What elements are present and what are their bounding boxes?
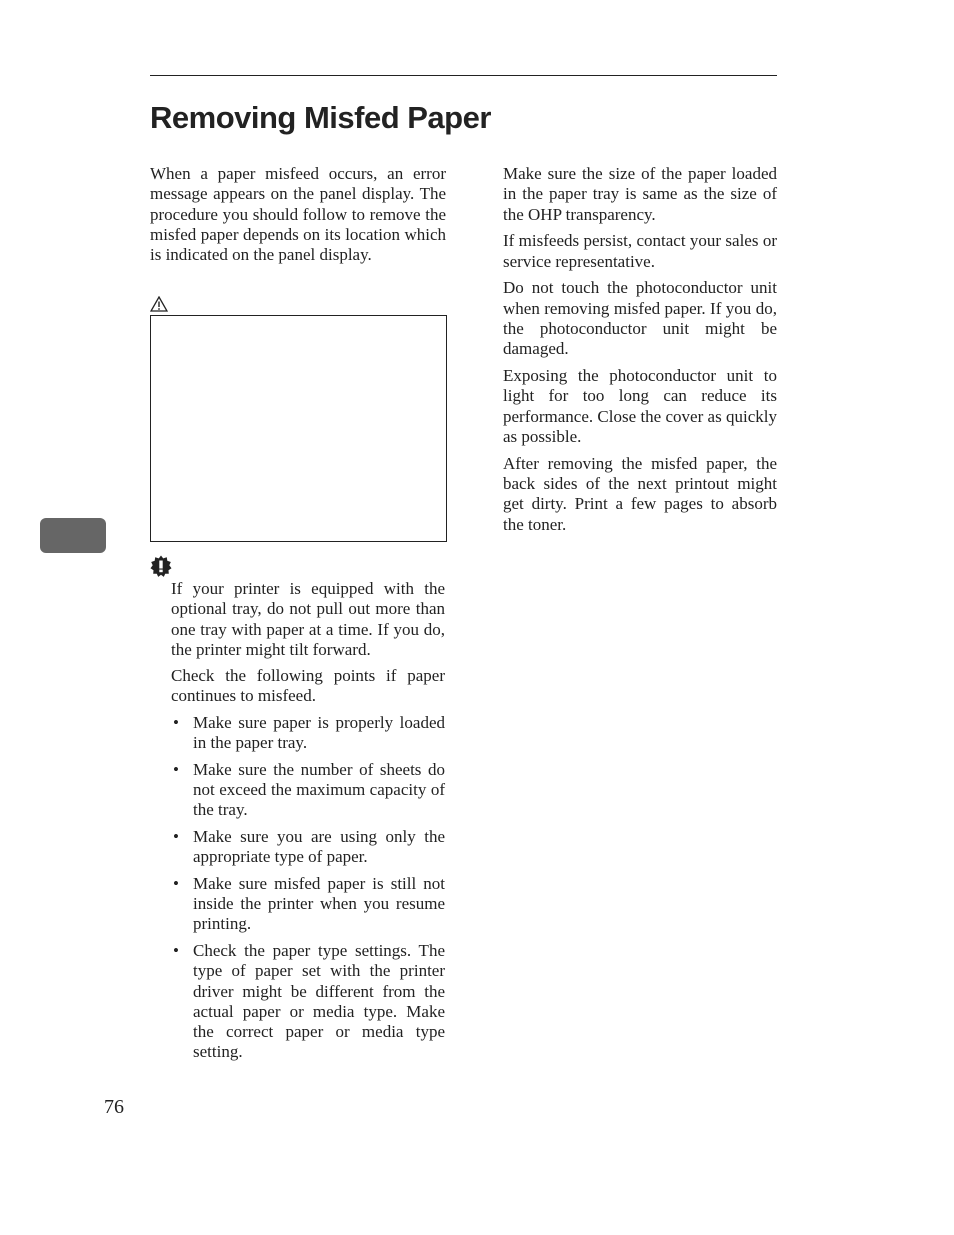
list-item <box>171 827 445 868</box>
important-paragraph: If your printer is equipped with the optional tray, do not pull out more than one tray with paper at a time. If you do, the printer might tilt forward. <box>171 579 445 659</box>
page-number: 76 <box>104 1096 124 1118</box>
left-column <box>150 164 446 265</box>
important-paragraph: Check the following points if paper continues to misfeed. <box>171 666 445 706</box>
list-item <box>171 760 445 821</box>
chapter-tab <box>40 518 106 553</box>
right-column <box>503 164 777 542</box>
caution-box <box>150 315 447 542</box>
bullet-icon: • <box>173 759 179 779</box>
note-paragraph: Do not touch the photoconductor unit when removing misfed paper. If you do, the photoconductor unit might be damaged. <box>503 278 777 359</box>
header-rule <box>150 75 777 76</box>
note-paragraph: Exposing the photoconductor unit to light for too long can reduce its performance. Close the cover as quickly as possible. <box>503 366 777 447</box>
list-item-text: Make sure misfed paper is still not inside the printer when you resume printing. <box>193 873 445 934</box>
note-paragraph: After removing the misfed paper, the back sides of the next printout might get dirty. Print a few pages to absorb the toner. <box>503 453 777 534</box>
warning-triangle-icon <box>150 296 168 312</box>
intro-paragraph: When a paper misfeed occurs, an error message appears on the panel display. The procedure you should follow to remove the misfed paper depends on its location which is indicated on the panel display. <box>150 164 446 265</box>
bullet-icon: • <box>173 712 179 732</box>
list-item-text: Check the paper type settings. The type of paper set with the printer driver might be different from the actual paper or media type. Make the correct paper or media type setting. <box>193 940 445 1062</box>
note-paragraph: If misfeeds persist, contact your sales or service representative. <box>503 231 777 271</box>
list-item-text: Make sure the number of sheets do not exceed the maximum capacity of the tray. <box>193 759 445 820</box>
page-title: Removing Misfed Paper <box>150 100 491 135</box>
misfeed-checklist <box>171 713 445 1063</box>
note-paragraph: Make sure the size of the paper loaded in the paper tray is same as the size of the OHP transparency. <box>503 164 777 224</box>
important-block <box>171 579 445 1069</box>
bullet-icon: • <box>173 826 179 846</box>
list-item <box>171 713 445 754</box>
bullet-icon: • <box>173 873 179 893</box>
list-item <box>171 941 445 1063</box>
list-item <box>171 874 445 935</box>
list-item-text: Make sure you are using only the appropriate type of paper. <box>193 826 445 867</box>
list-item-text: Make sure paper is properly loaded in the paper tray. <box>193 712 445 753</box>
bullet-icon: • <box>173 940 179 960</box>
important-badge-icon <box>150 555 172 577</box>
